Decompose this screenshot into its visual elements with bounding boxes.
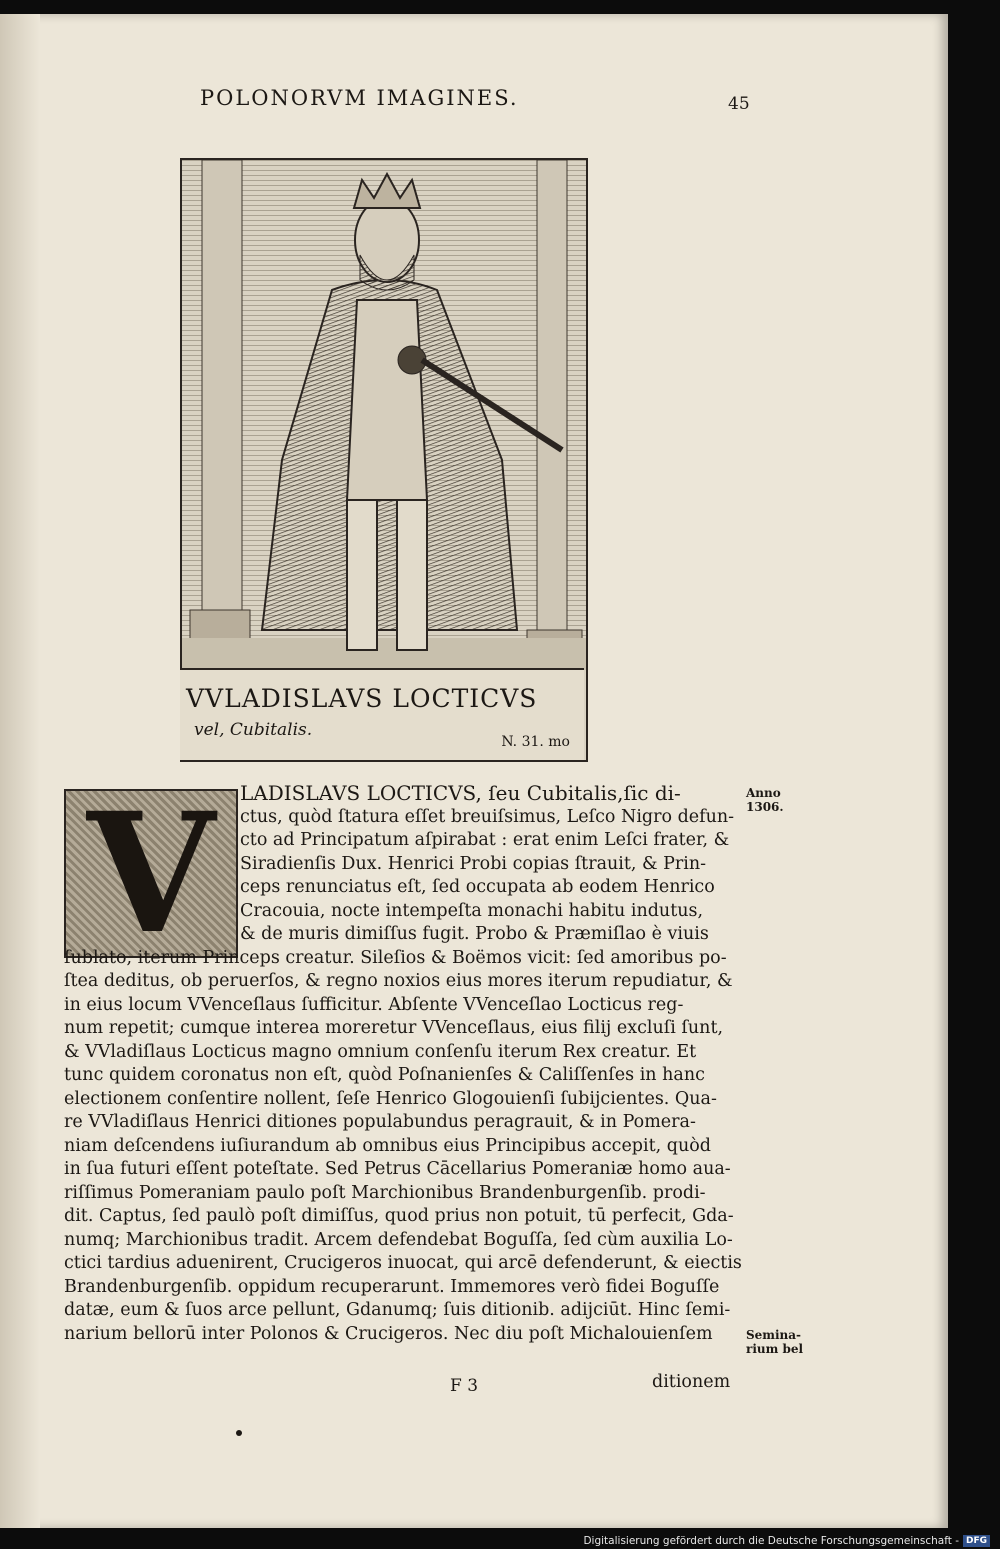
catchword: ditionem xyxy=(652,1372,731,1392)
text-line: ſublato, iterum Princeps creatur. Sileſios & Boëmos vicit: ſed amoribus po- xyxy=(64,947,727,968)
dfg-logo: DFG xyxy=(963,1535,990,1547)
text-line: re VVladiſlaus Henrici ditiones populabundus peragrauit, & in Pomera- xyxy=(64,1112,696,1132)
signature-mark: F 3 xyxy=(450,1376,479,1396)
text-line: niam deſcendens iuſiurandum ab omnibus eius Principibus accepit, quòd xyxy=(64,1135,711,1156)
text-line: & VVladiſlaus Locticus magno omnium conſenſu iterum Rex creatur. Et xyxy=(64,1041,697,1062)
portrait-engraving-illustration xyxy=(182,160,586,670)
text-line: narium bellorū inter Polonos & Crucigeros. Nec diu poſt Michalouienſem xyxy=(64,1323,713,1344)
text-line: riſſimus Pomeraniam paulo poſt Marchionibus Brandenburgenſib. prodi- xyxy=(64,1182,706,1203)
text-line: Brandenburgenſib. oppidum recuperarunt. Immemores verò fidei Boguſſe xyxy=(64,1276,720,1297)
text-line: num repetit; cumque interea moreretur VVenceſlaus, eius filij excluſi ſunt, xyxy=(64,1018,724,1038)
text-line: in ſua futuri eſſent poteſtate. Sed Petrus Cācellarius Pomeraniæ homo aua- xyxy=(64,1159,731,1179)
text-line: Cracouia, nocte intempeſta monachi habitu indutus, xyxy=(240,900,704,921)
text-line: tunc quidem coronatus non eſt, quòd Poſnanienſes & Caliſſenſes in hanc xyxy=(64,1065,705,1085)
text-line: LADISLAVS LOCTICVS, ſeu Cubitalis,ſic di- xyxy=(240,781,681,805)
portrait-name: VVLADISLAVS LOCTICVS xyxy=(186,684,538,713)
text-line: dit. Captus, ſed paulò poſt dimiſſus, quod prius non potuit, tū perfecit, Gda- xyxy=(64,1206,734,1226)
body-text xyxy=(64,776,744,1346)
plate-caption xyxy=(180,668,584,760)
text-line: electionem conſentire nollent, ſeſe Henrico Glogouienſi ſubijcientes. Qua- xyxy=(64,1088,717,1109)
credit-text: Digitalisierung gefördert durch die Deutsche Forschungsgemeinschaft - xyxy=(583,1535,959,1547)
text-line: in eius locum VVenceſlaus ſufficitur. Abſente VVenceſlao Locticus reg- xyxy=(64,994,684,1015)
text-line: ctus, quòd ſtatura eſſet breuiſsimus, Leſco Nigro defun- xyxy=(240,806,735,827)
running-title: POLONORVM IMAGINES. xyxy=(200,86,519,110)
text-line: cto ad Principatum aſpirabat : erat enim Leſci frater, & xyxy=(240,830,730,850)
portrait-subtitle: vel, Cubitalis. xyxy=(194,720,313,740)
text-line: Siradienſis Dux. Henrici Probi copias ſtrauit, & Prin- xyxy=(240,853,707,874)
text-line: ſtea deditus, ob peruerſos, & regno noxios eius mores iterum repudiatur, & xyxy=(64,971,733,991)
text-line: & de muris dimiſſus fugit. Probo & Præmiſlao è viuis xyxy=(240,924,709,944)
text-line: ceps renunciatus eſt, ſed occupata ab eodem Henrico xyxy=(240,877,715,897)
digitization-credit xyxy=(583,1535,990,1547)
text-line: numq; Marchionibus tradit. Arcem defendebat Boguſſa, ſed cùm auxilia Lo- xyxy=(64,1229,733,1250)
ink-dot xyxy=(236,1430,242,1436)
text-line: datæ, eum & ſuos arce pellunt, Gdanumq; ſuis ditionib. adijciūt. Hinc ſemi- xyxy=(64,1300,731,1320)
margin-note-anno: Anno 1306. xyxy=(746,786,784,814)
text-line: ctici tardius aduenirent, Crucigeros inuocat, qui arcē defenderunt, & eiectis xyxy=(64,1253,742,1273)
book-page xyxy=(0,14,948,1528)
portrait-number: N. 31. mo xyxy=(501,734,570,750)
page-number: 45 xyxy=(728,94,750,114)
page-gutter xyxy=(0,14,40,1528)
margin-note-seminarium: Semina-rium bel xyxy=(746,1328,804,1356)
engraved-portrait-plate xyxy=(180,146,586,762)
initial-letter: V xyxy=(86,776,216,970)
